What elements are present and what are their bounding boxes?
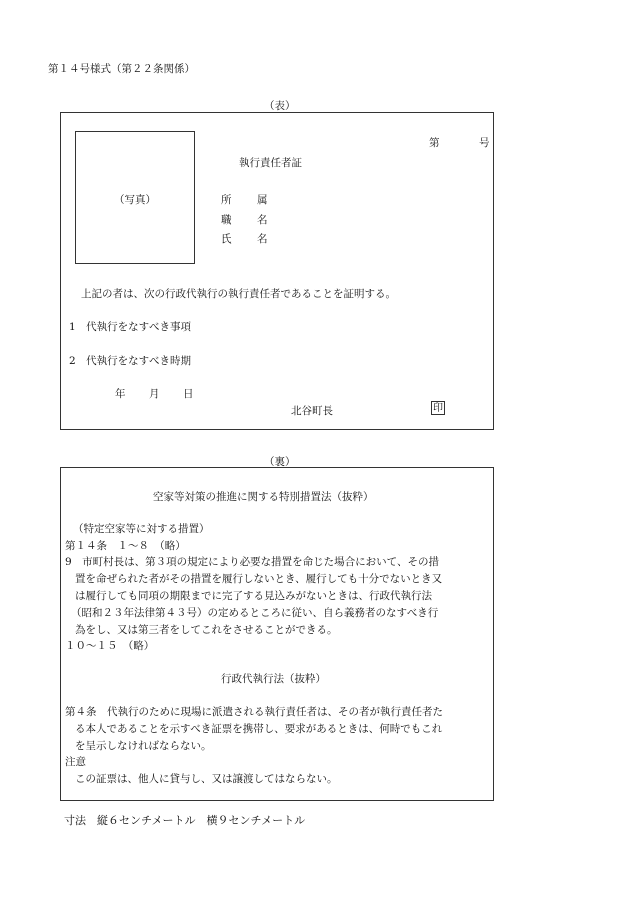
number-dai: 第 [429, 137, 440, 149]
para9-line: は履行しても同項の期限までに完了する見込みがないときは、行政代執行法 [75, 590, 432, 602]
front-label: （表） [264, 100, 296, 112]
field-name-k1: 氏 [221, 233, 232, 245]
date-month: 月 [149, 388, 160, 400]
note-title: 注意 [65, 756, 86, 768]
para9-line: 置を命ぜられた者がその措置を履行しないとき、履行しても十分でないとき又 [75, 573, 443, 585]
para9-line: 為をし、又は第三者をしてこれをさせることができる。 [75, 624, 338, 636]
field-name-k2: 名 [257, 233, 268, 245]
field-affiliation-k1: 所 [221, 194, 232, 206]
para9-line: （昭和２３年法律第４３号）の定めるところに従い、自ら義務者のなすべき行 [71, 607, 439, 619]
date-day: 日 [183, 388, 194, 400]
dimensions: 寸法 縦６センチメートル 横９センチメートル [64, 814, 306, 827]
article-4-line: 第４条 代執行のために現場に派遣される執行責任者は、その者が執行責任者た [65, 706, 443, 718]
photo-label: （写真） [114, 194, 156, 206]
field-position-k2: 名 [257, 214, 268, 226]
statement: 上記の者は、次の行政代執行の執行責任者であることを証明する。 [81, 288, 396, 300]
form-title: 第１４号様式（第２２条関係） [48, 63, 195, 75]
back-card [60, 467, 494, 801]
seal-mark: 印 [433, 403, 443, 414]
field-affiliation-k2: 属 [257, 194, 268, 206]
para-10-15: １０～１５ （略） [65, 640, 155, 652]
para9-line: 9 市町村長は、第３項の規定により必要な措置を命じた場合において、その措 [65, 556, 439, 568]
photo-area [75, 131, 195, 264]
article-14: 第１４条 １～８ （略） [65, 540, 186, 552]
back-label: （裏） [264, 456, 296, 468]
article-4-line: る本人であることを示すべき証票を携帯し、要求があるときは、何時でもこれ [75, 723, 443, 735]
law1-title: 空家等対策の推進に関する特別措置法（抜粋） [153, 491, 374, 503]
field-position-k1: 職 [221, 214, 232, 226]
item-2: 2 代執行をなすべき時期 [69, 355, 191, 367]
article-4-line: を呈示しなければならない。 [75, 740, 212, 752]
number-go: 号 [479, 137, 490, 149]
issuer: 北谷町長 [291, 405, 333, 417]
item-1: 1 代執行をなすべき事項 [69, 321, 191, 333]
note-text: この証票は、他人に貸与し、又は譲渡してはならない。 [75, 773, 338, 785]
date-year: 年 [115, 388, 126, 400]
section-caption: （特定空家等に対する措置） [73, 523, 210, 535]
card-title: 執行責任者証 [239, 157, 302, 169]
front-card [60, 112, 494, 430]
law2-title: 行政代執行法（抜粋） [221, 673, 326, 685]
